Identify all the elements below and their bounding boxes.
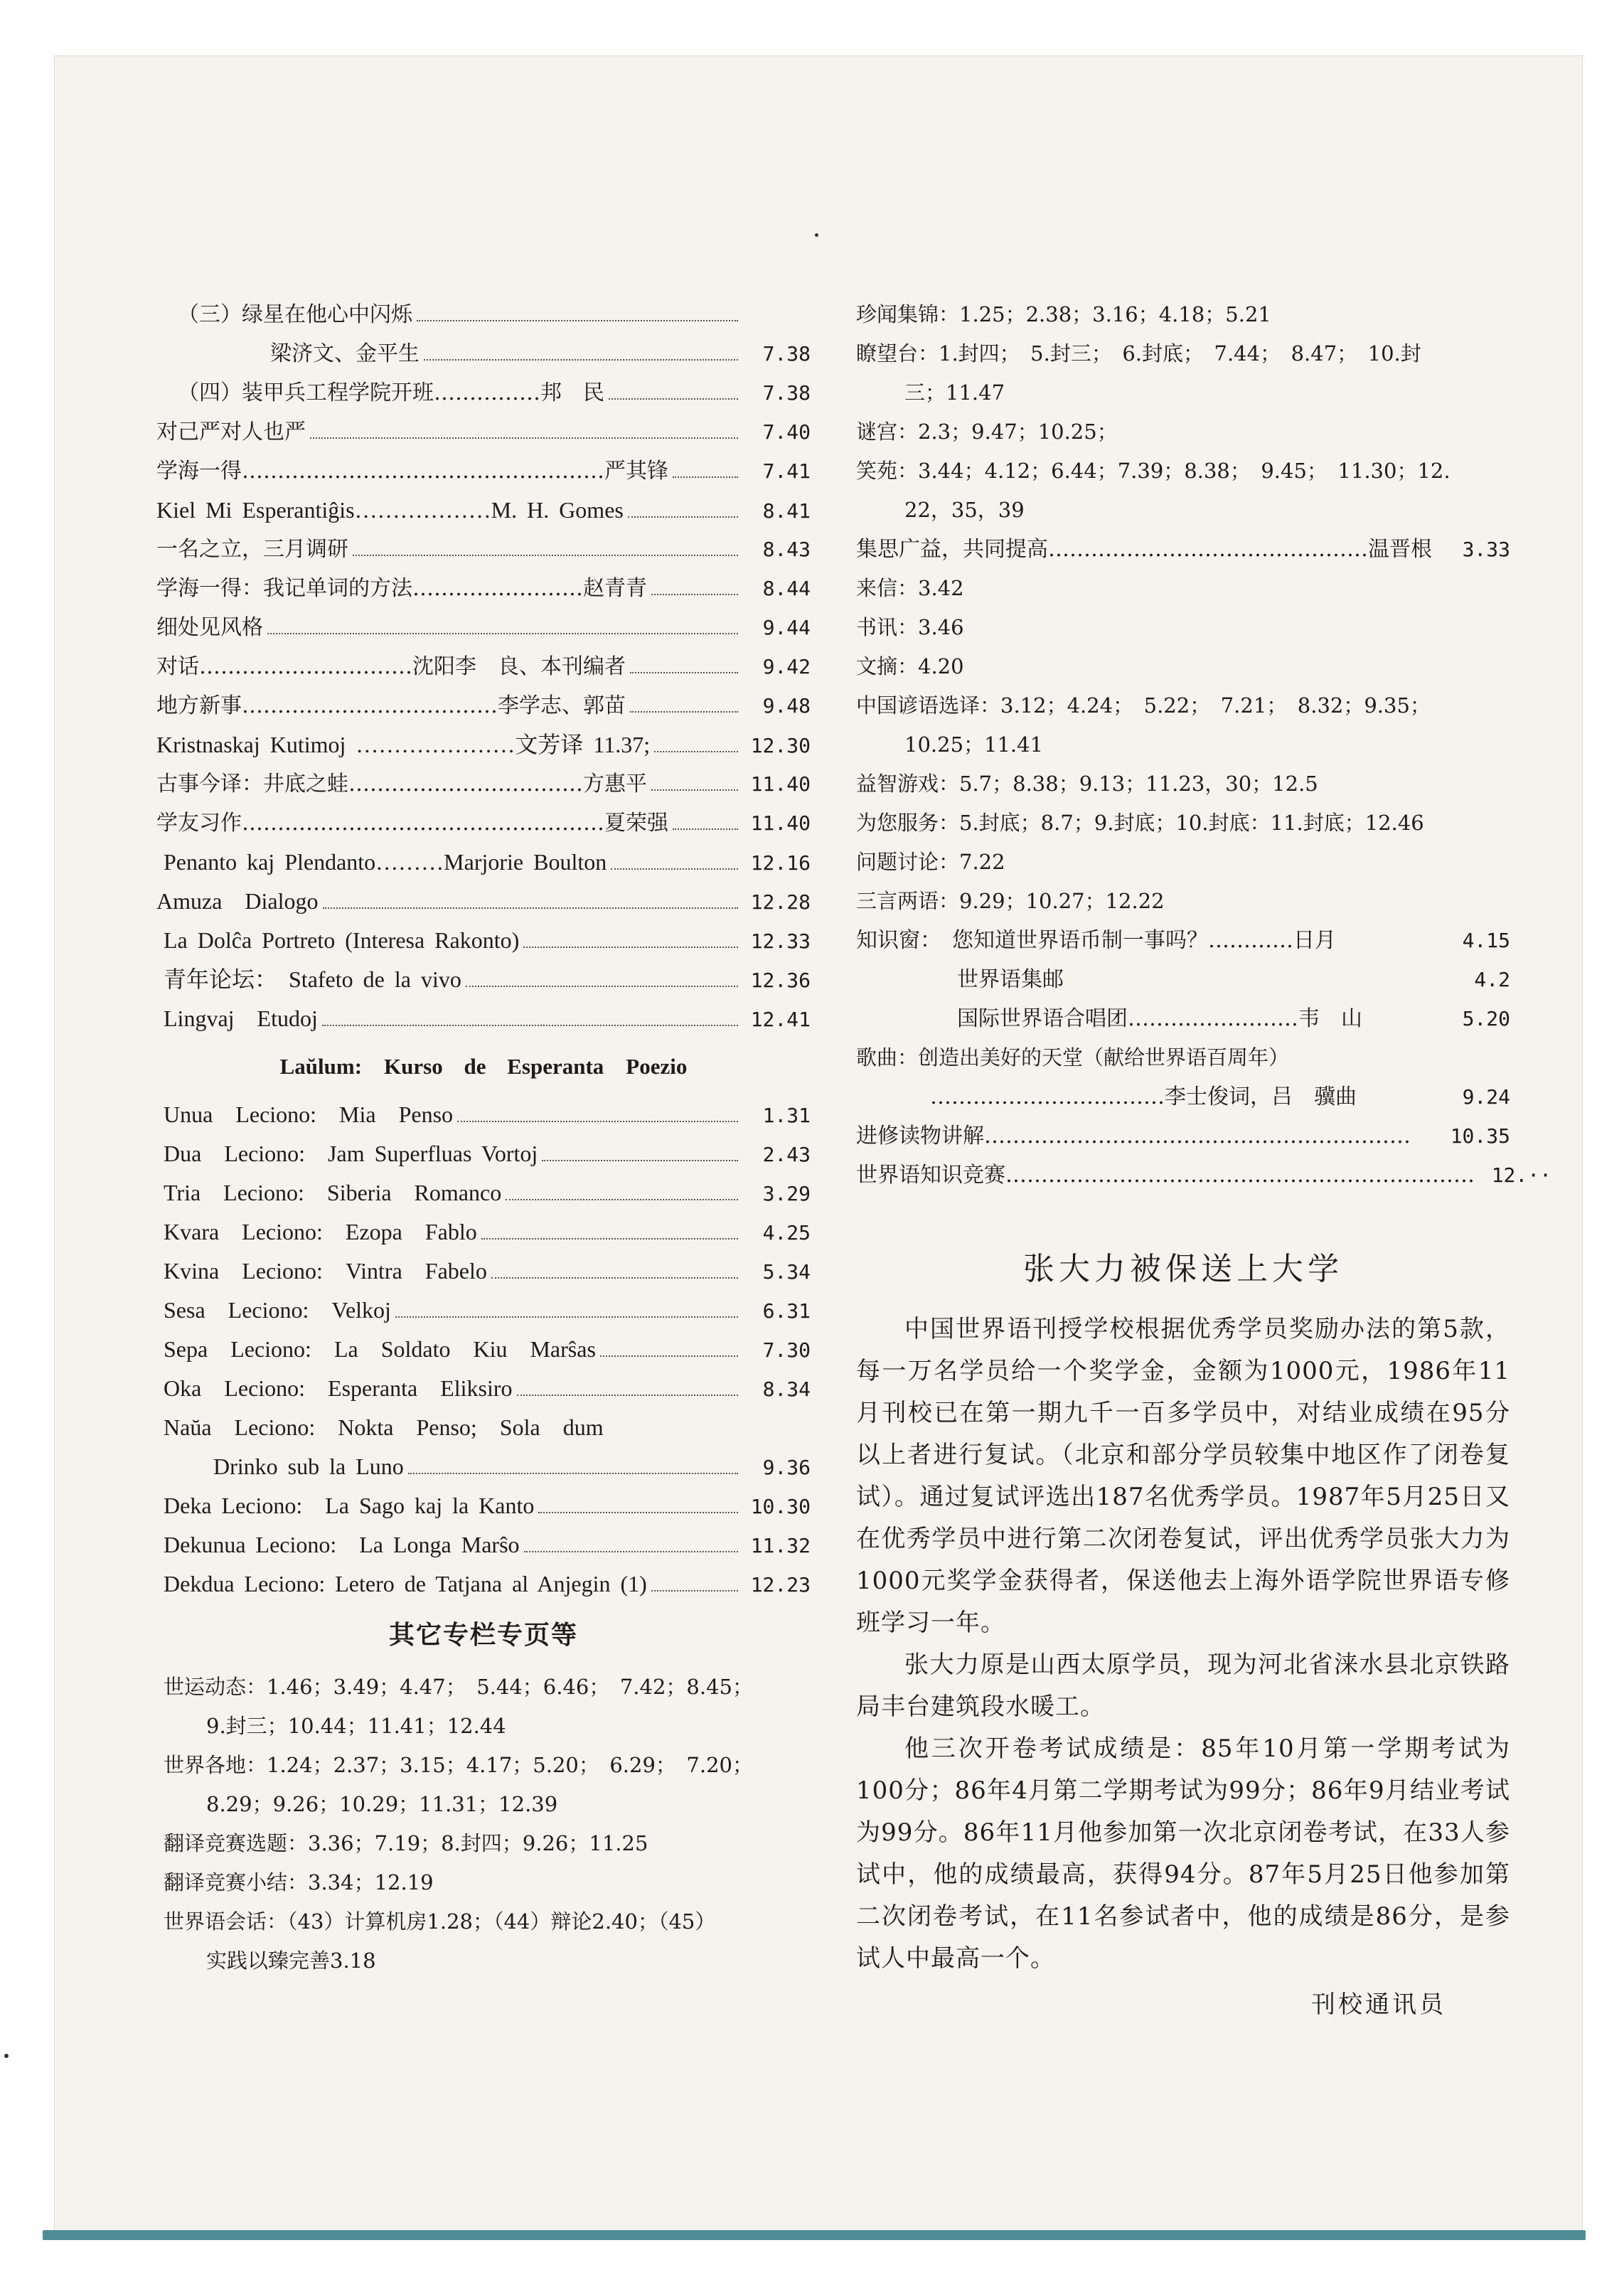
toc-entry-title: Kvara Leciono: Ezopa Fablo [164, 1219, 477, 1244]
toc-entry [856, 960, 1510, 999]
news-body [856, 1308, 1510, 1980]
toc-entry-title: 梁济文、金平生 [270, 341, 420, 366]
toc-entry-title: 地方新事………………………………李学志、郭苗 [156, 693, 626, 718]
toc-entry-page: 7.38 [762, 342, 811, 366]
toc-entry-title: 青年论坛： Stafeto de la vivo [164, 966, 461, 992]
toc-entry [156, 1330, 811, 1369]
toc-entry [856, 1156, 1551, 1195]
toc-entry-page: 8.34 [762, 1377, 811, 1401]
toc-entry-page: 7.38 [762, 381, 811, 405]
dot-leader [523, 946, 738, 948]
toc-entry-title: Dekdua Leciono: Letero de Tatjana al Anjegin (1) [164, 1571, 647, 1596]
column-index-entry: 翻译竞赛小结：3.34；12.19 [164, 1870, 434, 1894]
dot-leader [628, 516, 738, 518]
toc-entry-page: 9.44 [762, 616, 811, 639]
news-paragraph: 中国世界语刊授学校根据优秀学员奖励办法的第5款，每一万名学员给一个奖学金，金额为1000元，1986年11月刊校已在第一期九千一百多学员中，对结业成绩在95分以上者进行复试。（北京和部分学员较集中地区作了闭卷复试）。通过复试评选出187名优秀学员。1987年5月25日又在优秀学员中进行第二次闭卷复试，评出优秀学员张大力为1000元奖学金获得者，保送他去上海外语学院世界语专修班学习一年。 [856, 1315, 1510, 1637]
toc-entry [156, 999, 811, 1038]
toc-entry-page: 11.32 [750, 1534, 811, 1557]
toc-entry-title: Lingvaj Etudoj [164, 1006, 318, 1031]
toc-entry [156, 452, 811, 491]
toc-entry-title: 古事今译：井底之蛙……………………………方惠平 [156, 772, 647, 796]
toc-entry-page: 4.2 [1474, 968, 1510, 991]
column-index-entry: 益智游戏：5.7；8.38；9.13；11.23，30；12.5 [856, 772, 1318, 796]
column-index-entry: 来信：3.42 [856, 576, 964, 600]
toc-entry [156, 373, 811, 412]
column-index-entry: 瞭望台：1.封四； 5.封三； 6.封底； 7.44； 8.47； 10.封 [856, 341, 1421, 366]
dot-leader [651, 1589, 738, 1592]
dot-leader [481, 1237, 738, 1240]
toc-entry [156, 1564, 811, 1604]
toc-entry [156, 530, 811, 569]
column-index-entry: 10.25；11.41 [904, 732, 1044, 757]
right-toc-list [856, 295, 1551, 1195]
dot-leader [353, 554, 738, 556]
toc-entry-page: 10.30 [750, 1495, 811, 1518]
column-index-entry: 谜宫：2.3；9.47；10.25； [856, 420, 1118, 444]
dot-leader [322, 1024, 738, 1026]
dot-leader [457, 1120, 738, 1122]
dot-leader [517, 1394, 738, 1396]
toc-entry-title: La Dolĉa Portreto (Interesa Rakonto) [164, 927, 520, 953]
toc-entry [156, 412, 811, 452]
dot-leader [630, 710, 738, 713]
toc-entry-page: 12.23 [750, 1573, 811, 1596]
toc-entry-title: （四）装甲兵工程学院开班……………邦 民 [178, 380, 604, 405]
toc-entry-page: 7.40 [762, 420, 811, 444]
toc-entry [156, 882, 811, 921]
toc-entry-title: 一名之立，三月调研 [156, 537, 348, 562]
left-column [156, 295, 811, 1981]
toc-entry [156, 1525, 811, 1564]
toc-entry-page: 12.41 [750, 1008, 811, 1031]
toc-entry [856, 921, 1510, 960]
toc-entry-title: Unua Leciono: Mia Penso [164, 1102, 454, 1127]
toc-entry [156, 491, 811, 530]
toc-entry-title: Penanto kaj Plendanto………Marjorie Boulton [164, 849, 607, 875]
dot-leader [267, 632, 738, 634]
dot-leader [524, 1550, 738, 1552]
dot-leader [424, 358, 738, 361]
toc-entry [856, 530, 1510, 569]
dot-leader [609, 398, 738, 400]
dot-leader [417, 319, 738, 321]
toc-entry [156, 725, 811, 764]
column-index-entry: 22，35，39 [904, 498, 1025, 522]
toc-entry-title: （三）绿星在他心中闪烁 [178, 302, 412, 327]
toc-entry-page: 8.44 [762, 577, 811, 600]
column-index-entry: 翻译竞赛选题：3.36；7.19；8.封四；9.26；11.25 [164, 1831, 648, 1855]
left-toc-list [156, 295, 811, 1038]
section-other-title: 其它专栏专页等 [388, 1621, 578, 1650]
toc-entry-title: 进修读物讲解…………………………………………………… [856, 1124, 1411, 1148]
column-index-entry: 中国谚语选译：3.12；4.24； 5.22； 7.21； 8.32；9.35； [856, 693, 1431, 718]
toc-entry-page: 7.41 [762, 459, 811, 483]
toc-entry [156, 1212, 811, 1252]
column-index-entry: 8.29；9.26；10.29；11.31；12.39 [206, 1792, 558, 1816]
toc-entry-page: 12.30 [750, 734, 811, 757]
toc-entry-page: 11.40 [750, 772, 811, 796]
column-index-entry: 为您服务：5.封底；8.7；9.封底；10.封底：11.封底；12.46 [856, 811, 1424, 835]
toc-entry-title: 世界语集邮 [957, 967, 1064, 992]
toc-entry-title: 对话…………………………沈阳李 良、本刊编者 [156, 654, 626, 679]
toc-entry-page: 3.29 [762, 1182, 811, 1205]
ink-speck [815, 233, 818, 237]
column-index-entry: 书讯：3.46 [856, 615, 964, 639]
toc-entry [156, 960, 811, 999]
toc-entry-page: 12.36 [750, 969, 811, 992]
dot-leader [395, 1316, 738, 1318]
toc-entry [156, 295, 811, 334]
toc-entry-page: 12.33 [750, 929, 811, 953]
toc-entry [156, 1291, 811, 1330]
column-index-entry: 实践以臻完善3.18 [206, 1949, 376, 1973]
toc-entry-page: 3.33 [1462, 538, 1510, 561]
news-paragraph: 他三次开卷考试成绩是：85年10月第一学期考试为100分；86年4月第二学期考试为99分；86年9月结业考试为99分。86年11月他参加第一次北京闭卷考试，在33人参试中，他的成绩最高，获得94分。87年5月25日他参加第二次闭卷考试，在11名参试者中，他的成绩是86分，是参试人中最高一个。 [856, 1734, 1510, 1973]
dot-leader [310, 437, 738, 439]
toc-entry-title: 国际世界语合唱团……………………韦 山 [957, 1006, 1362, 1031]
toc-entry [856, 999, 1510, 1038]
toc-entry-title: 学友习作……………………………………………夏荣强 [156, 811, 668, 836]
laulum-list [156, 1095, 811, 1604]
dot-leader [654, 750, 738, 752]
toc-entry-page: 12.28 [750, 890, 811, 914]
toc-entry-title: Drinko sub la Luno [213, 1454, 404, 1479]
right-column [856, 295, 1551, 2030]
toc-entry-page: 12.·· [1491, 1163, 1551, 1187]
toc-entry-title: Naŭa Leciono: Nokta Penso; Sola dum [164, 1414, 604, 1440]
column-index-entry: 9.封三；10.44；11.41；12.44 [206, 1714, 506, 1738]
toc-entry [856, 1116, 1510, 1156]
toc-entry-title: ……………………………李士俊词，吕 骥曲 [930, 1084, 1357, 1109]
toc-entry-page: 9.36 [762, 1456, 811, 1479]
dot-leader [538, 1511, 738, 1513]
column-index-entry: 问题讨论：7.22 [856, 850, 1005, 874]
toc-entry-title: Kiel Mi Esperantiĝis………………M. H. Gomes [156, 497, 624, 523]
toc-entry-page: 9.48 [762, 694, 811, 718]
dot-leader [673, 476, 738, 478]
toc-entry [156, 686, 811, 725]
other-columns-list [156, 1668, 811, 1981]
toc-entry-page: 11.40 [750, 811, 811, 835]
toc-entry-title: Sesa Leciono: Velkoj [164, 1297, 391, 1323]
toc-entry [156, 647, 811, 686]
toc-entry [156, 804, 811, 843]
toc-entry-title: Sepa Leciono: La Soldato Kiu Marŝas [164, 1336, 596, 1362]
toc-entry-page: 7.30 [762, 1338, 811, 1362]
toc-entry [156, 1252, 811, 1291]
toc-entry-page: 10.35 [1450, 1124, 1510, 1148]
toc-entry [156, 921, 811, 960]
toc-entry-title: Dekunua Leciono: La Longa Marŝo [164, 1532, 520, 1557]
toc-entry-page: 1.31 [762, 1104, 811, 1127]
toc-entry-title: Kvina Leciono: Vintra Fabelo [164, 1258, 487, 1284]
column-index-entry: 笑苑：3.44；4.12；6.44；7.39；8.38； 9.45； 11.30；12. [856, 459, 1451, 483]
toc-entry-page: 12.16 [750, 851, 811, 875]
toc-entry-title: Tria Leciono: Siberia Romanco [164, 1180, 502, 1205]
toc-entry [156, 1095, 811, 1134]
column-index-entry: 三言两语：9.29；10.27；12.22 [856, 889, 1165, 913]
toc-entry-title: 细处见风格 [156, 615, 263, 640]
toc-entry-title: 对己严对人也严 [156, 420, 306, 444]
toc-entry-page: 5.34 [762, 1260, 811, 1284]
news-paragraph: 张大力原是山西太原学员，现为河北省涞水县北京铁路局丰台建筑段水暖工。 [856, 1651, 1510, 1721]
toc-entry-title: Kristnaskaj Kutimoj …………………文芳译 11.37; [156, 732, 651, 757]
column-index-entry: 珍闻集锦：1.25；2.38；3.16；4.18；5.21 [856, 302, 1271, 326]
toc-entry-page: 6.31 [762, 1299, 811, 1323]
column-index-entry: 歌曲：创造出美好的天堂（献给世界语百周年） [856, 1045, 1290, 1070]
toc-entry-page: 8.41 [762, 499, 811, 523]
toc-entry-page: 8.43 [762, 538, 811, 561]
dot-leader [651, 789, 738, 791]
toc-entry-title: 世界语知识竞赛………………………………………………………… [856, 1163, 1475, 1188]
dot-leader [506, 1198, 738, 1200]
toc-entry-title: Deka Leciono: La Sago kaj la Kanto [164, 1493, 535, 1518]
toc-entry [156, 569, 811, 608]
toc-entry-title: 学海一得……………………………………………严其锋 [156, 459, 668, 484]
toc-entry-title: 学海一得：我记单词的方法……………………赵青青 [156, 576, 647, 601]
dot-leader [651, 593, 738, 595]
column-index-entry: 世界各地：1.24；2.37；3.15；4.17；5.20； 6.29； 7.20； [164, 1753, 753, 1777]
toc-entry [156, 1408, 811, 1447]
toc-entry-page: 5.20 [1462, 1007, 1510, 1030]
toc-entry [856, 1077, 1510, 1116]
dot-leader [611, 868, 738, 870]
column-index-entry: 三；11.47 [904, 380, 1005, 405]
toc-entry [156, 1486, 811, 1525]
column-index-entry: 文摘：4.20 [856, 654, 964, 678]
dot-leader [408, 1472, 738, 1474]
section-laulum-title: Laŭlum: Kurso de Esperanta Poezio [279, 1054, 688, 1079]
toc-entry-page: 9.24 [1462, 1085, 1510, 1109]
dot-leader [600, 1355, 738, 1357]
ink-speck [4, 2054, 9, 2058]
toc-entry [156, 608, 811, 647]
column-index-entry: 世界语会话：（43）计算机房1.28；（44）辩论2.40；（45） [164, 1909, 716, 1934]
toc-entry-page: 2.43 [762, 1143, 811, 1166]
column-index-entry: 世运动态：1.46；3.49；4.47； 5.44；6.46； 7.42；8.45； [164, 1675, 753, 1699]
dot-leader [673, 828, 738, 830]
page-edge [43, 2230, 1586, 2240]
dot-leader [542, 1159, 738, 1161]
dot-leader [466, 985, 738, 987]
toc-entry [156, 1173, 811, 1212]
toc-entry-page: 4.25 [762, 1221, 811, 1244]
toc-entry-page: 9.42 [762, 655, 811, 678]
news-signature: 刊校通讯员 [1311, 1990, 1446, 2019]
toc-entry [156, 1369, 811, 1408]
toc-entry-title: 集思广益，共同提高………………………………………温晋根 [856, 537, 1432, 562]
toc-entry-title: 知识窗： 您知道世界语币制一事吗？…………日月 [856, 928, 1336, 953]
toc-entry [156, 764, 811, 804]
toc-entry [156, 1447, 811, 1486]
toc-entry [156, 334, 811, 373]
toc-entry-title: Dua Leciono: Jam Superfluas Vortoj [164, 1141, 538, 1166]
toc-entry-title: Amuza Dialogo [156, 888, 319, 914]
toc-entry [156, 843, 811, 882]
toc-entry-title: Oka Leciono: Esperanta Eliksiro [164, 1375, 513, 1401]
toc-entry [156, 1134, 811, 1173]
news-title: 张大力被保送上大学 [1023, 1251, 1343, 1287]
dot-leader [630, 671, 738, 673]
dot-leader [491, 1276, 738, 1279]
dot-leader [323, 907, 738, 909]
toc-entry-page: 4.15 [1462, 929, 1510, 952]
